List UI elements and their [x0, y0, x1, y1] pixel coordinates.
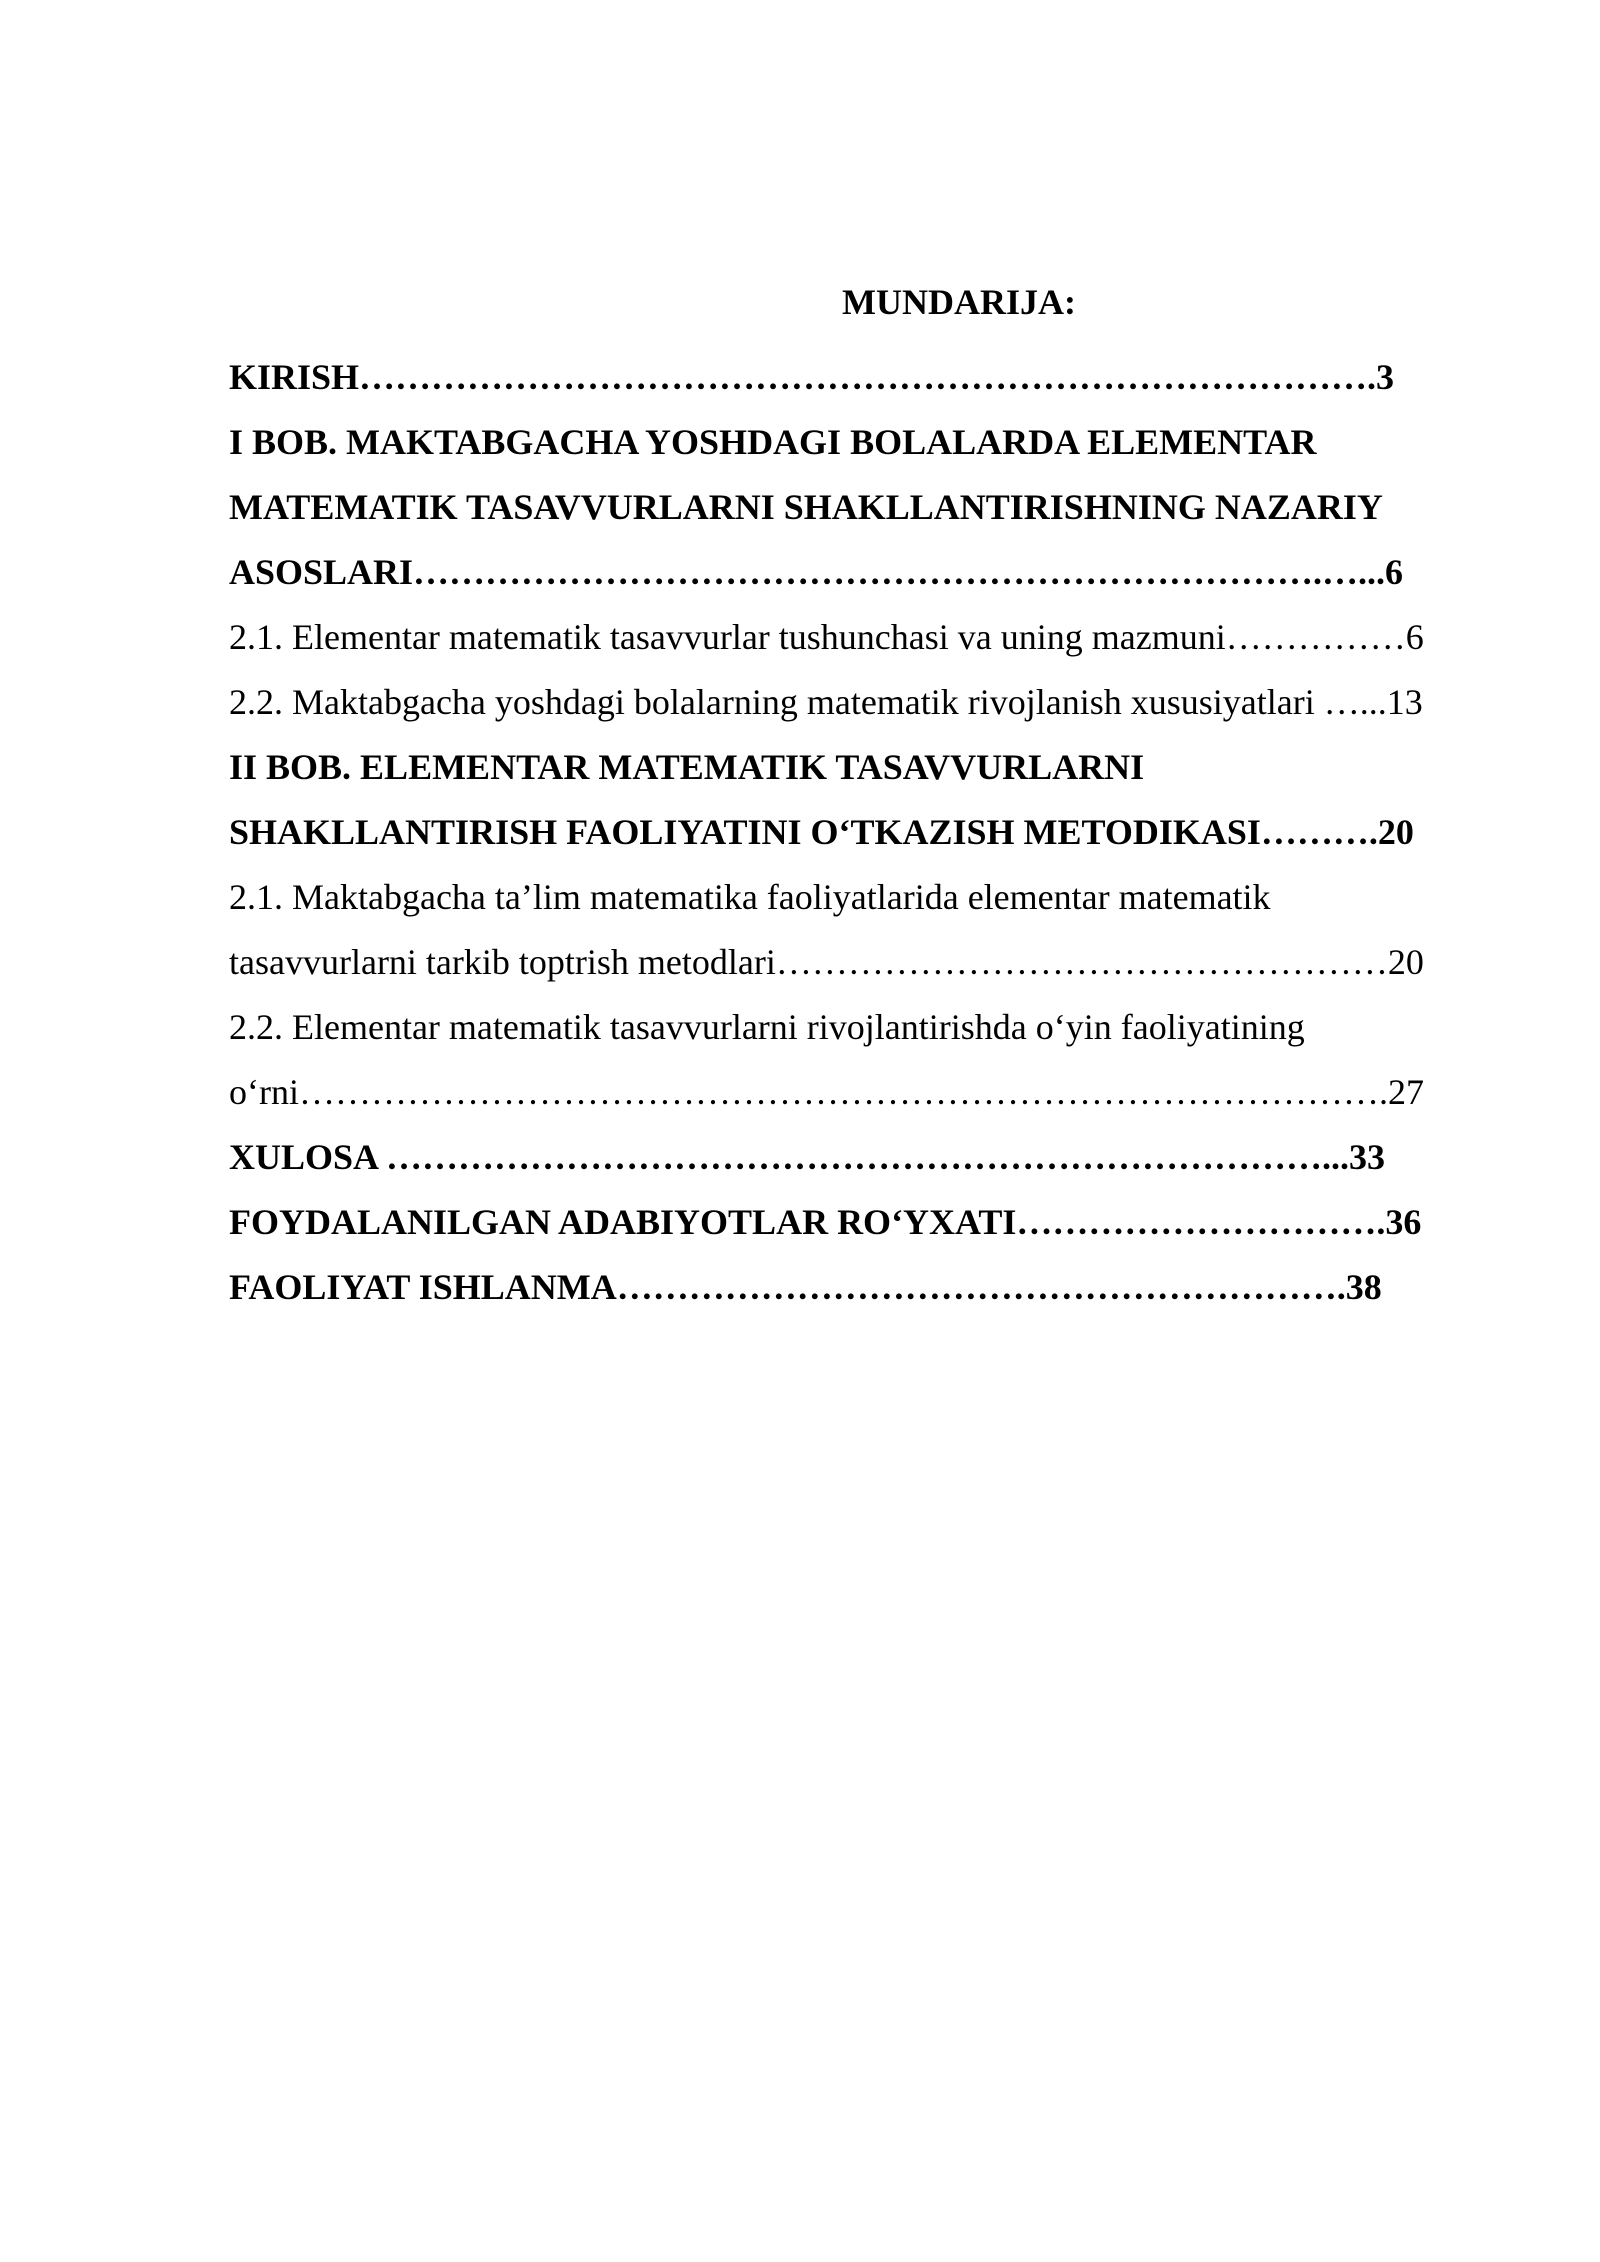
toc-entry-xulosa: XULOSA ……………………………………………………………………...33 — [229, 1137, 1386, 1177]
toc-entry-section-2-2-line2: o‘rni……………………………………………………………………………….27 — [229, 1072, 1424, 1112]
table-of-contents — [229, 280, 1489, 1320]
toc-entry-chapter1-line3: ASOSLARI………………………………………………………………….…...6 — [229, 552, 1404, 592]
toc-entry-chapter2-line1: II BOB. ELEMENTAR MATEMATIK TASAVVURLARNI — [229, 747, 1145, 787]
toc-entry-section-2-1-line2: tasavvurlarni tarkib toptrish metodlari……………………………………………20 — [229, 942, 1424, 982]
toc-entry-references: FOYDALANILGAN ADABIYOTLAR RO‘YXATI………………………….36 — [229, 1202, 1422, 1242]
toc-entry-section-1-2: 2.2. Maktabgacha yoshdagi bolalarning matematik rivojlanish xususiyatlari …...13 — [229, 682, 1423, 722]
toc-title: MUNDARIJA: — [842, 282, 1076, 322]
toc-entry-chapter2-line2: SHAKLLANTIRISH FAOLIYATINI O‘TKAZISH METODIKASI……….20 — [229, 812, 1414, 852]
toc-entry-chapter1-line2: MATEMATIK TASAVVURLARNI SHAKLLANTIRISHNING NAZARIY — [229, 487, 1383, 527]
toc-entry-chapter1-line1: I BOB. MAKTABGACHA YOSHDAGI BOLALARDA ELEMENTAR — [229, 422, 1317, 462]
toc-entry-kirish: KIRISH………………………………………………………………………….3 — [229, 357, 1395, 397]
toc-entry-faoliyat: FAOLIYAT ISHLANMA…………………………………………………….38 — [229, 1267, 1382, 1307]
toc-entry-section-2-1-line1: 2.1. Maktabgacha ta’lim matematika faoliyatlarida elementar matematik — [229, 877, 1271, 917]
toc-entry-section-2-2-line1: 2.2. Elementar matematik tasavvurlarni rivojlantirishda o‘yin faoliyatining — [229, 1007, 1305, 1047]
toc-entry-section-1-1: 2.1. Elementar matematik tasavvurlar tushunchasi va uning mazmuni……………6 — [229, 617, 1424, 657]
